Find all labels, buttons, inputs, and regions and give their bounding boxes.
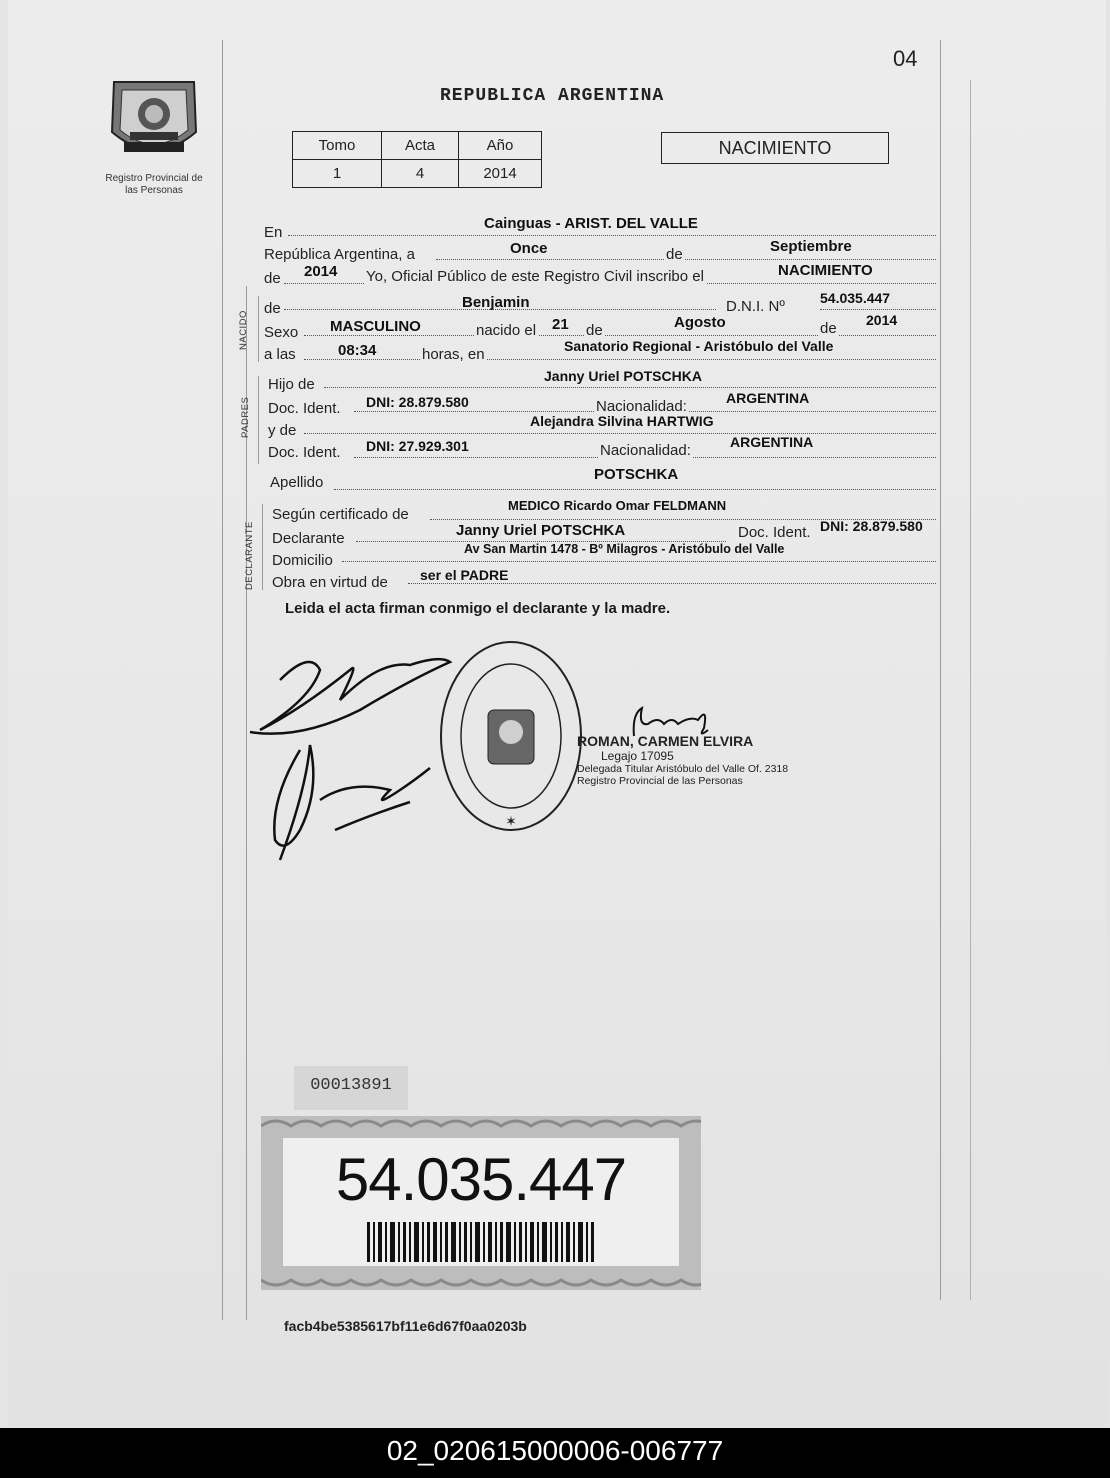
barcode-icon xyxy=(367,1222,595,1262)
tomo-value: 1 xyxy=(293,160,382,188)
label-doc-padre: Doc. Ident. xyxy=(268,400,341,417)
label-horas-en: horas, en xyxy=(422,346,485,363)
official-seal xyxy=(436,640,586,840)
label-declarante: Declarante xyxy=(272,530,345,547)
value-nac-anio: 2014 xyxy=(866,312,898,328)
value-madre-nac: ARGENTINA xyxy=(730,434,814,450)
control-number: 00013891 xyxy=(294,1066,408,1110)
value-domicilio: Av San Martin 1478 - Bº Milagros - Aristóbulo del Valle xyxy=(464,542,785,556)
document-hash: facb4be5385617bf11e6d67f0aa0203b xyxy=(284,1318,527,1334)
registrar-block xyxy=(577,733,797,787)
value-madre-doc: DNI: 27.929.301 xyxy=(366,438,469,454)
registrar-cargo: Delegada Titular Aristóbulo del Valle Of. 2318 xyxy=(577,763,789,775)
svg-text:✶: ✶ xyxy=(505,813,517,829)
value-anio: 2014 xyxy=(304,263,338,280)
registrar-name: ROMAN, CARMEN ELVIRA xyxy=(577,733,754,749)
value-mes: Septiembre xyxy=(770,238,852,255)
value-apellido: POTSCHKA xyxy=(594,466,679,483)
nacido-bracket xyxy=(258,296,259,362)
label-doc-declarante: Doc. Ident. xyxy=(738,524,811,541)
declarante-bracket xyxy=(262,504,263,590)
dni-label xyxy=(261,1116,701,1290)
label-segun: Según certificado de xyxy=(272,506,409,523)
registrar-org: Registro Provincial de las Personas xyxy=(577,775,743,787)
value-madre: Alejandra Silvina HARTWIG xyxy=(530,413,714,429)
value-nombre: Benjamin xyxy=(462,294,530,311)
label-nac-padre: Nacionalidad: xyxy=(596,398,687,415)
document-title: REPUBLICA ARGENTINA xyxy=(440,86,665,106)
anio-header: Año xyxy=(459,132,542,160)
value-padre-doc: DNI: 28.879.580 xyxy=(366,394,469,410)
left-margin-line xyxy=(222,40,223,1320)
label-apellido: Apellido xyxy=(270,474,324,491)
label-de-mes: de xyxy=(666,246,683,263)
scan-footer-id: 02_020615000006-006777 xyxy=(0,1428,1110,1478)
value-certificado: MEDICO Ricardo Omar FELDMANN xyxy=(508,498,727,513)
label-obra: Obra en virtud de xyxy=(272,574,388,591)
label-de-nac-mes: de xyxy=(586,322,603,339)
acta-value: 4 xyxy=(382,160,459,188)
value-hora: 08:34 xyxy=(338,342,377,359)
act-type-box: NACIMIENTO xyxy=(661,132,889,164)
value-lugar-nac: Sanatorio Regional - Aristóbulo del Valle xyxy=(564,338,834,354)
value-dia-letras: Once xyxy=(510,240,548,257)
tomo-header: Tomo xyxy=(293,132,382,160)
form-body xyxy=(264,212,936,602)
value-nac-mes: Agosto xyxy=(674,314,726,331)
label-dni: D.N.I. Nº xyxy=(726,298,785,315)
value-nac-dia: 21 xyxy=(552,316,569,333)
padres-bracket xyxy=(258,376,259,464)
label-inner xyxy=(283,1138,679,1266)
label-de-nombre: de xyxy=(264,300,281,317)
signatures xyxy=(240,640,460,880)
label-dni-number: 54.035.447 xyxy=(335,1146,627,1213)
label-nacido-el: nacido el xyxy=(476,322,537,339)
value-lugar: Cainguas - ARIST. DEL VALLE xyxy=(484,215,698,232)
label-doc-madre: Doc. Ident. xyxy=(268,444,341,461)
provincial-emblem-icon xyxy=(100,76,208,168)
section-padres: PADRES xyxy=(240,396,251,438)
acta-header: Acta xyxy=(382,132,459,160)
value-obra: ser el PADRE xyxy=(420,567,509,583)
value-acto: NACIMIENTO xyxy=(778,262,873,279)
page-number: 04 xyxy=(893,46,918,71)
label-hijo-de: Hijo de xyxy=(268,376,315,393)
registrar-legajo: Legajo 17095 xyxy=(601,749,674,763)
right-margin-line xyxy=(940,40,941,1300)
label-domicilio: Domicilio xyxy=(272,552,333,569)
label-sexo: Sexo xyxy=(264,324,299,341)
label-en: En xyxy=(264,224,283,241)
right-edge-line xyxy=(970,80,971,1300)
anio-value: 2014 xyxy=(459,160,542,188)
value-sexo: MASCULINO xyxy=(330,318,421,335)
logo-caption: Registro Provincial de las Personas xyxy=(105,173,203,196)
value-declarante-doc: DNI: 28.879.580 xyxy=(820,518,923,534)
label-nac-madre: Nacionalidad: xyxy=(600,442,691,459)
section-nacido: NACIDO xyxy=(238,310,249,350)
label-de-nac-anio: de xyxy=(820,320,837,337)
closing-statement: Leida el acta firman conmigo el declarante y la madre. xyxy=(285,600,671,617)
value-declarante: Janny Uriel POTSCHKA xyxy=(456,522,626,539)
label-de-anio: de xyxy=(264,270,281,287)
record-reference-table xyxy=(292,131,542,188)
label-a-las: a las xyxy=(264,346,296,363)
label-republica: República Argentina, a xyxy=(264,246,415,263)
value-padre: Janny Uriel POTSCHKA xyxy=(544,368,702,384)
label-y-de: y de xyxy=(268,422,297,439)
section-declarante: DECLARANTE xyxy=(244,521,255,590)
value-padre-nac: ARGENTINA xyxy=(726,390,810,406)
registry-logo xyxy=(100,76,208,197)
value-dni: 54.035.447 xyxy=(820,290,891,306)
label-oficial: Yo, Oficial Público de este Registro Civil inscribo el xyxy=(366,268,704,285)
